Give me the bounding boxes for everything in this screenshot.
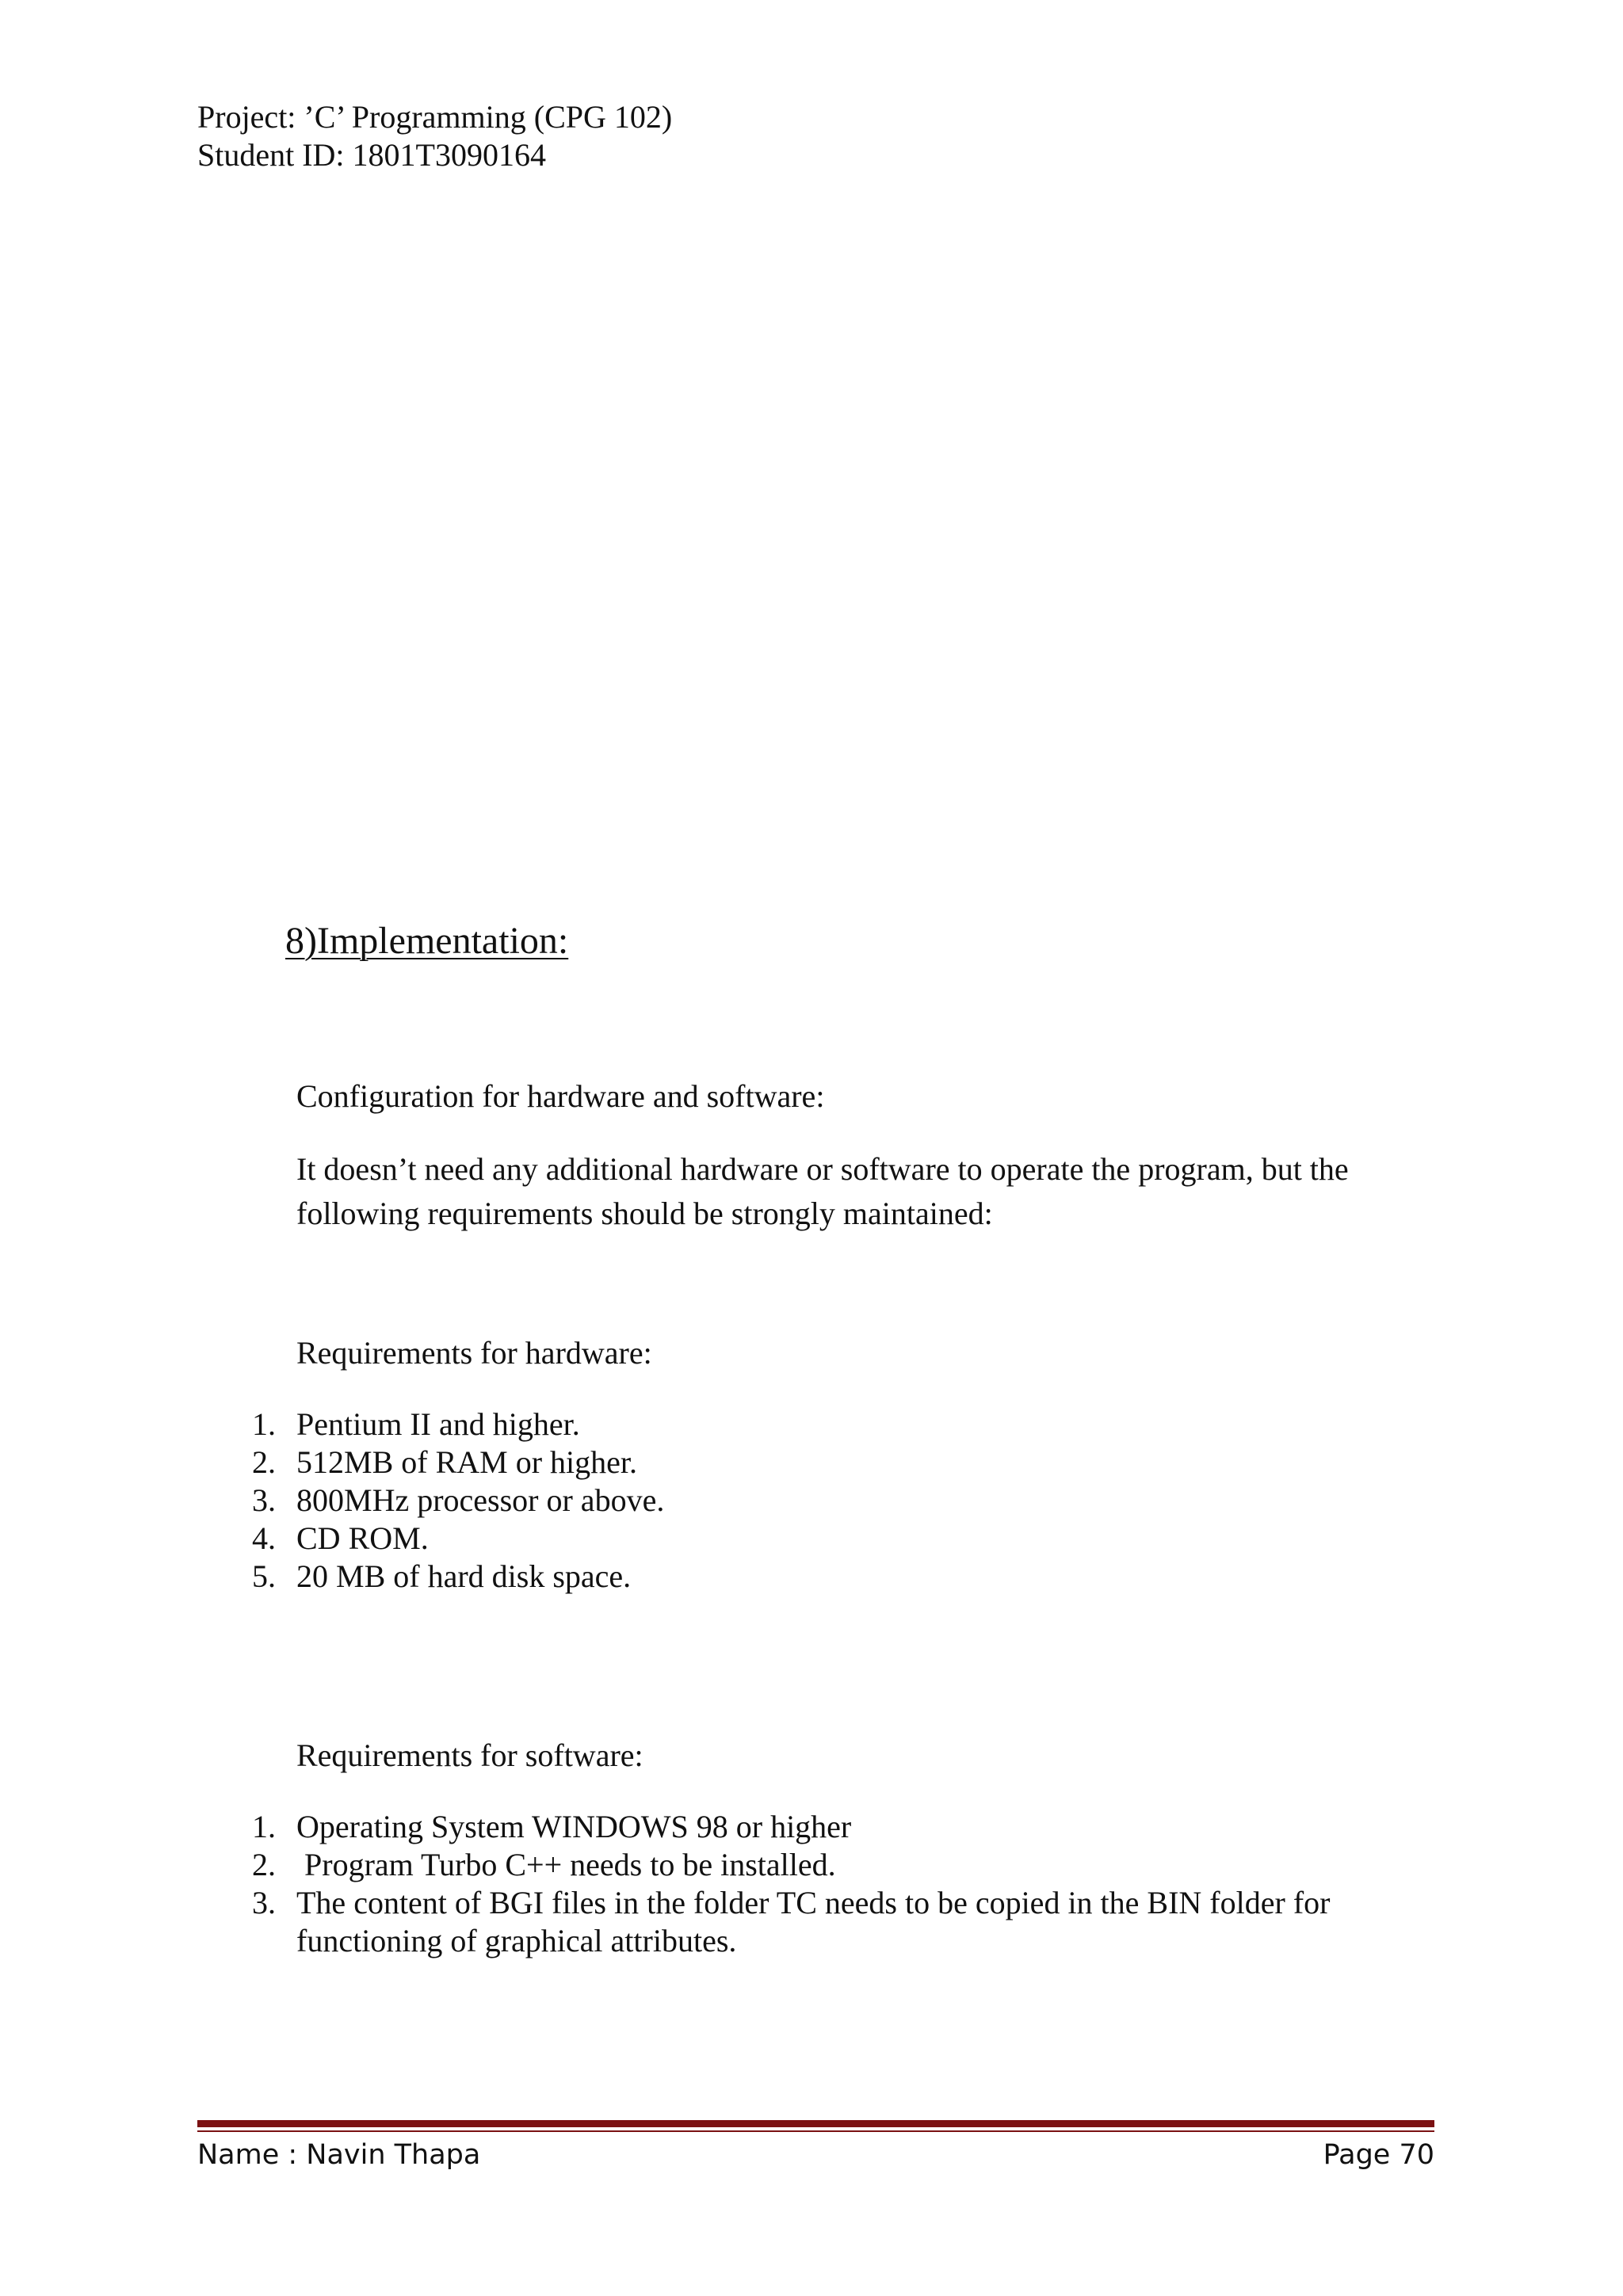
list-text: CD ROM.: [296, 1520, 429, 1556]
software-list: [242, 1808, 1447, 1960]
project-title: Project: ’C’ Programming (CPG 102): [197, 99, 673, 135]
list-item: [242, 1405, 1447, 1444]
list-text: 800MHz processor or above.: [296, 1482, 665, 1518]
page-header: [197, 98, 672, 174]
section-title: 8)Implementation:: [285, 920, 569, 962]
list-number: 3.: [252, 1885, 276, 1920]
list-item: [242, 1884, 1447, 1960]
hardware-list: [242, 1405, 1447, 1596]
page-number: Page 70: [1323, 2139, 1434, 2171]
list-text: 512MB of RAM or higher.: [296, 1444, 637, 1480]
list-text: The content of BGI files in the folder TC needs to be copied in the BIN folder for functioning of graphical attributes.: [296, 1885, 1331, 1958]
list-number: 4.: [252, 1520, 276, 1556]
list-item: [242, 1846, 1447, 1884]
list-item: [242, 1520, 1447, 1558]
software-heading: Requirements for software:: [296, 1737, 643, 1773]
footer-divider-thin: [197, 2130, 1434, 2132]
list-item: [242, 1558, 1447, 1596]
list-number: 1.: [252, 1809, 276, 1844]
author-name: Name : Navin Thapa: [197, 2139, 481, 2171]
list-number: 1.: [252, 1406, 276, 1442]
list-number: 3.: [252, 1482, 276, 1518]
list-text: 20 MB of hard disk space.: [296, 1558, 632, 1594]
page-footer: [197, 2136, 1434, 2174]
list-item: [242, 1444, 1447, 1482]
list-text: Operating System WINDOWS 98 or higher: [296, 1809, 852, 1844]
list-number: 5.: [252, 1558, 276, 1594]
footer-divider: [197, 2120, 1434, 2127]
hardware-heading: Requirements for hardware:: [296, 1335, 652, 1371]
list-number: 2.: [252, 1847, 276, 1882]
list-item: [242, 1808, 1447, 1846]
list-item: [242, 1482, 1447, 1520]
intro-paragraph: It doesn’t need any additional hardware or software to operate the program, but the following requirements should be strongly maintained:: [296, 1151, 1349, 1231]
list-number: 2.: [252, 1444, 276, 1480]
list-text: Program Turbo C++ needs to be installed.: [296, 1847, 836, 1882]
list-text: Pentium II and higher.: [296, 1406, 580, 1442]
config-heading: Configuration for hardware and software:: [296, 1078, 825, 1114]
student-id: Student ID: 1801T3090164: [197, 137, 546, 173]
